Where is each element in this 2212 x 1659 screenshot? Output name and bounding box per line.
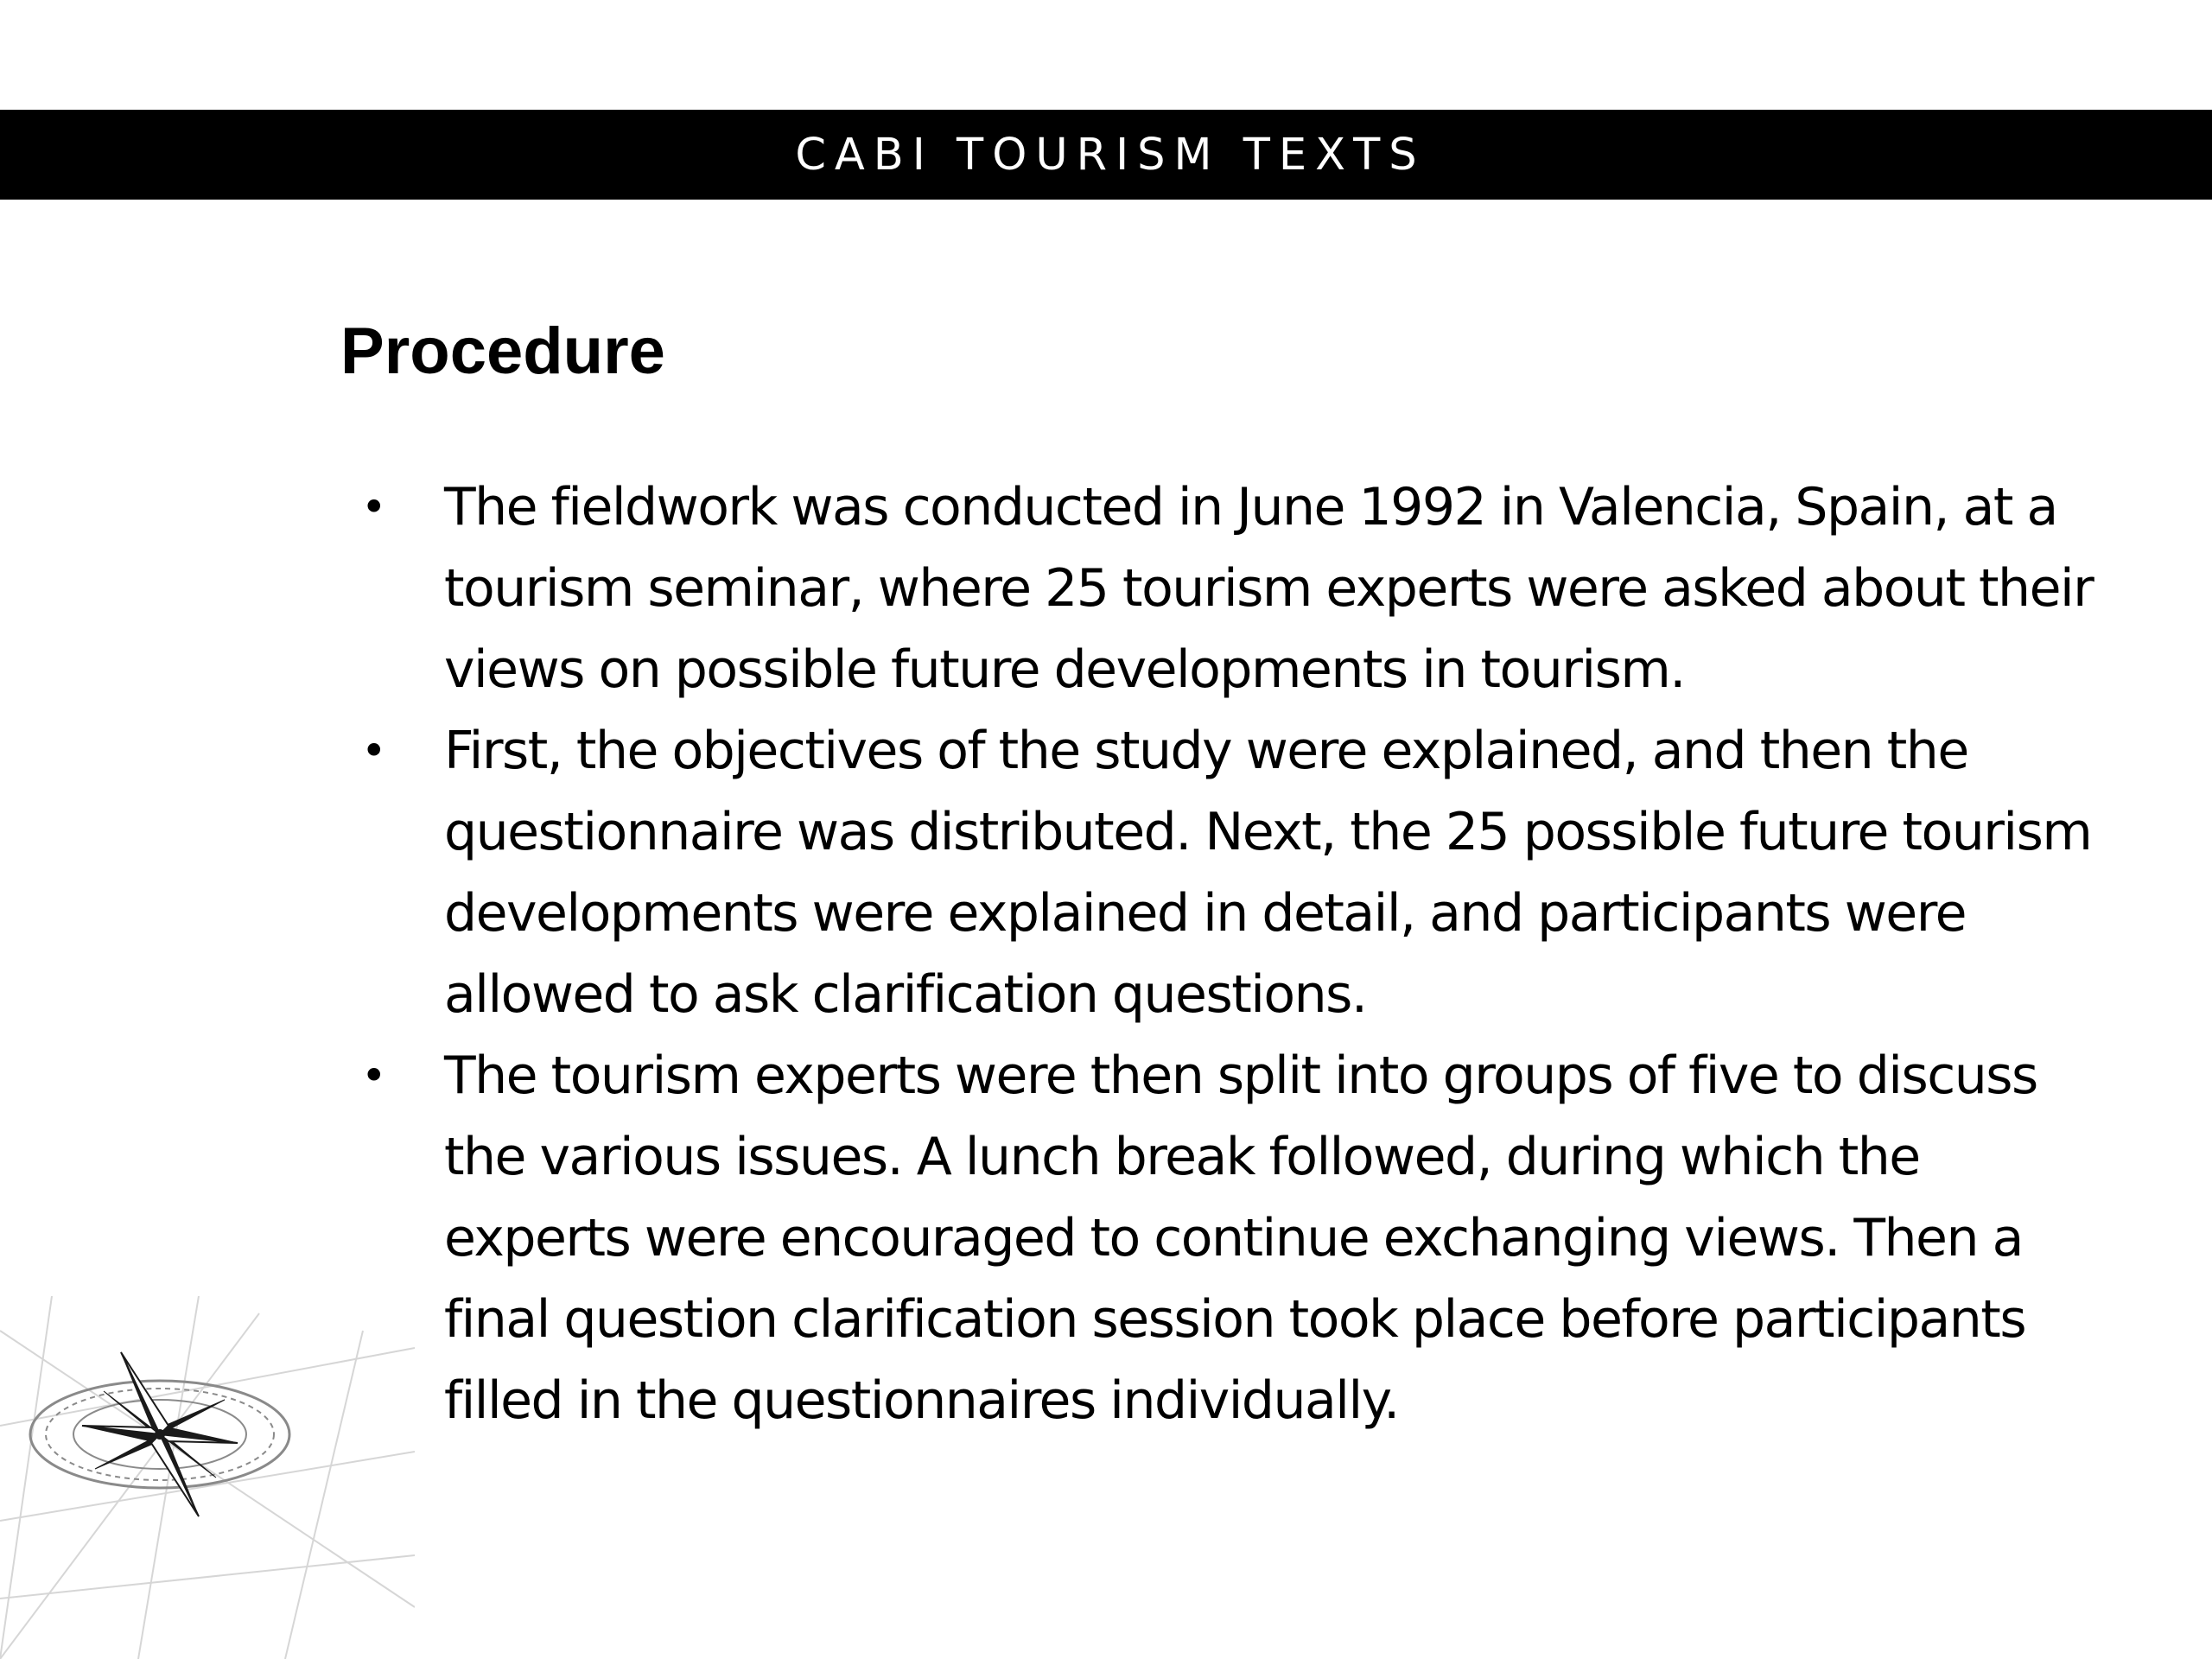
bullet-text: The fieldwork was conducted in June 1992 in Valencia, Spain, at a tourism seminar, where 25 tourism experts were asked about their views on possible future developments in tourism.	[444, 477, 2094, 700]
bullet-list	[354, 467, 2108, 1441]
slide-title: Procedure	[340, 315, 665, 388]
header-title: CABI TOURISM TEXTS	[795, 129, 1426, 181]
header-bar	[0, 110, 2212, 200]
compass-rose-icon	[0, 1296, 415, 1659]
list-item	[354, 467, 2108, 710]
bullet-icon: •	[361, 726, 385, 776]
bullet-text: The tourism experts were then split into groups of five to discuss the various issues. A lunch break followed, during which the experts were encouraged to continue exchanging views. Then a final question clarification session took place before participants filled in the questionnaires individually.	[444, 1046, 2037, 1431]
list-item	[354, 1035, 2108, 1441]
bullet-icon: •	[361, 1051, 385, 1101]
bullet-text: First, the objectives of the study were explained, and then the questionnaire was distributed. Next, the 25 possible future tourism developments were explained in detail, and participants were allowed to ask clarification questions.	[444, 721, 2092, 1025]
bullet-icon: •	[361, 482, 385, 532]
list-item	[354, 710, 2108, 1035]
